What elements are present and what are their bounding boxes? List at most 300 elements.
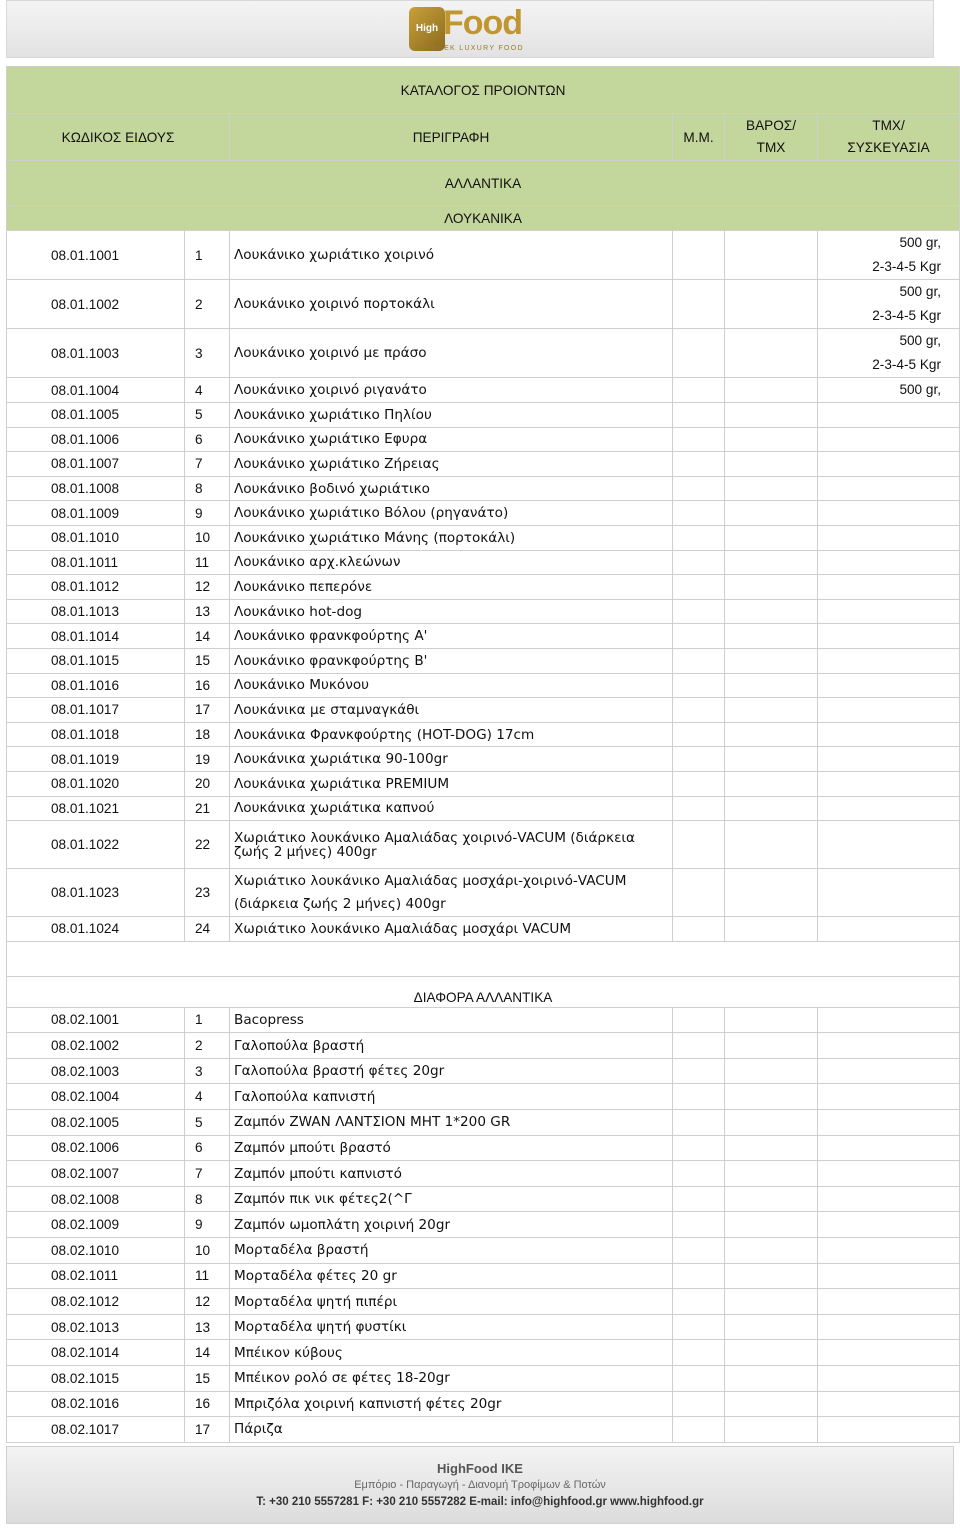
product-packaging — [818, 747, 960, 772]
product-description: Πάριζα — [230, 1417, 673, 1443]
category-title: ΑΛΛΑΝΤΙΚΑ — [7, 161, 960, 206]
product-weight — [725, 1238, 818, 1264]
product-number: 14 — [185, 1340, 230, 1366]
product-description: Λουκάνικο φρανκφούρτης Α' — [230, 624, 673, 649]
product-packaging — [818, 1007, 960, 1033]
product-number: 2 — [185, 1033, 230, 1059]
product-number: 15 — [185, 648, 230, 673]
product-description: Ζαμπόν ZWAN ΛΑΝΤΣΙΟΝ ΜΗΤ 1*200 GR — [230, 1110, 673, 1136]
product-description: Λουκάνικο χωριάτικο Βόλου (ρηγανάτο) — [230, 501, 673, 526]
product-number: 18 — [185, 722, 230, 747]
product-description: Λουκάνικο χωριάτικο Εφυρα — [230, 427, 673, 452]
product-weight — [725, 698, 818, 723]
product-packaging — [818, 648, 960, 673]
product-weight — [725, 575, 818, 600]
product-code: 08.02.1008 — [7, 1186, 185, 1212]
product-packaging — [818, 821, 960, 869]
product-number: 5 — [185, 403, 230, 428]
product-code: 08.01.1013 — [7, 599, 185, 624]
product-description: Bacopress — [230, 1007, 673, 1033]
product-unit — [673, 378, 725, 403]
product-row — [7, 796, 960, 821]
product-row — [7, 821, 960, 869]
product-number: 11 — [185, 1263, 230, 1289]
product-code: 08.01.1021 — [7, 796, 185, 821]
product-unit — [673, 280, 725, 329]
product-unit — [673, 1417, 725, 1443]
product-number: 22 — [185, 821, 230, 869]
product-weight — [725, 917, 818, 942]
product-weight — [725, 1058, 818, 1084]
logo-badge: High — [409, 7, 445, 51]
product-number: 3 — [185, 329, 230, 378]
product-description: Χωριάτικο λουκάνικο Αμαλιάδας χοιρινό-VACUM (διάρκεια ζωής 2 μήνες) 400gr — [230, 821, 673, 869]
product-number: 11 — [185, 550, 230, 575]
product-row — [7, 1366, 960, 1392]
product-weight — [725, 771, 818, 796]
product-number: 7 — [185, 452, 230, 477]
product-number: 13 — [185, 1314, 230, 1340]
product-unit — [673, 1238, 725, 1264]
product-unit — [673, 1007, 725, 1033]
product-code: 08.01.1003 — [7, 329, 185, 378]
product-code: 08.01.1008 — [7, 476, 185, 501]
product-packaging — [818, 280, 960, 329]
product-unit — [673, 722, 725, 747]
product-weight — [725, 329, 818, 378]
footer-contact: T: +30 210 5557281 F: +30 210 5557282 E-mail: info@highfood.gr www.highfood.gr — [256, 1496, 704, 1508]
product-weight — [725, 1161, 818, 1187]
product-packaging — [818, 1289, 960, 1315]
product-row — [7, 1417, 960, 1443]
product-description: Μπέικον κύβους — [230, 1340, 673, 1366]
product-description: Λουκάνικα χωριάτικα 90-100gr — [230, 747, 673, 772]
product-row — [7, 280, 960, 329]
product-unit — [673, 501, 725, 526]
product-number: 16 — [185, 1391, 230, 1417]
product-packaging — [818, 673, 960, 698]
product-code: 08.01.1002 — [7, 280, 185, 329]
product-row — [7, 648, 960, 673]
product-number: 13 — [185, 599, 230, 624]
product-code: 08.01.1009 — [7, 501, 185, 526]
product-description: Λουκάνικο Μυκόνου — [230, 673, 673, 698]
product-description: Λουκάνικα χωριάτικα καπνού — [230, 796, 673, 821]
product-packaging — [818, 231, 960, 280]
highfood-logo — [409, 4, 549, 53]
product-number: 24 — [185, 917, 230, 942]
product-weight — [725, 1084, 818, 1110]
product-packaging — [818, 917, 960, 942]
product-row — [7, 427, 960, 452]
product-code: 08.02.1005 — [7, 1110, 185, 1136]
packaging-line2: 2-3-4-5 Kgr — [872, 259, 942, 274]
product-number: 7 — [185, 1161, 230, 1187]
product-packaging — [818, 427, 960, 452]
section-header-row — [7, 206, 960, 231]
product-code: 08.02.1011 — [7, 1263, 185, 1289]
packaging-line2: 2-3-4-5 Kgr — [872, 308, 942, 323]
product-code: 08.02.1006 — [7, 1135, 185, 1161]
product-number: 10 — [185, 525, 230, 550]
product-description: Λουκάνικο χοιρινό πορτοκάλι — [230, 280, 673, 329]
product-packaging — [818, 550, 960, 575]
product-weight — [725, 599, 818, 624]
product-number: 6 — [185, 427, 230, 452]
product-number: 9 — [185, 501, 230, 526]
product-code: 08.01.1022 — [7, 821, 185, 869]
product-unit — [673, 869, 725, 917]
product-code: 08.02.1017 — [7, 1417, 185, 1443]
product-packaging — [818, 1058, 960, 1084]
product-code: 08.01.1014 — [7, 624, 185, 649]
product-packaging — [818, 1263, 960, 1289]
product-description: Λουκάνικο χωριάτικο χοιρινό — [230, 231, 673, 280]
product-row — [7, 550, 960, 575]
product-number: 6 — [185, 1135, 230, 1161]
product-weight — [725, 427, 818, 452]
product-catalog-table — [6, 66, 960, 1443]
product-code: 08.02.1014 — [7, 1340, 185, 1366]
product-unit — [673, 796, 725, 821]
product-description: Ζαμπόν μπούτι καπνιστό — [230, 1161, 673, 1187]
product-description: Χωριάτικο λουκάνικο Αμαλιάδας μοσχάρι VACUM — [230, 917, 673, 942]
product-row — [7, 1058, 960, 1084]
product-weight — [725, 1007, 818, 1033]
product-description: Λουκάνικο χοιρινό ριγανάτο — [230, 378, 673, 403]
product-row — [7, 747, 960, 772]
product-code: 08.01.1010 — [7, 525, 185, 550]
product-unit — [673, 452, 725, 477]
product-packaging — [818, 624, 960, 649]
product-unit — [673, 1391, 725, 1417]
product-row — [7, 231, 960, 280]
product-number: 9 — [185, 1212, 230, 1238]
product-code: 08.01.1007 — [7, 452, 185, 477]
section-title: ΔΙΑΦΟΡΑ ΑΛΛΑΝΤΙΚΑ — [7, 976, 960, 1007]
product-description: Χωριάτικο λουκάνικο Αμαλιάδας μοσχάρι-χοιρινό-VACUM (διάρκεια ζωής 2 μήνες) 400gr — [230, 869, 673, 917]
product-packaging — [818, 1212, 960, 1238]
product-packaging — [818, 1366, 960, 1392]
product-unit — [673, 648, 725, 673]
product-code: 08.02.1016 — [7, 1391, 185, 1417]
product-code: 08.01.1011 — [7, 550, 185, 575]
product-packaging — [818, 1135, 960, 1161]
product-packaging — [818, 452, 960, 477]
footer-company: HighFood IKE — [437, 1461, 523, 1476]
product-code: 08.02.1012 — [7, 1289, 185, 1315]
product-unit — [673, 747, 725, 772]
product-packaging — [818, 1161, 960, 1187]
product-packaging — [818, 1314, 960, 1340]
col-header-code: ΚΩΔΙΚΟΣ ΕΙΔΟΥΣ — [7, 114, 230, 161]
product-row — [7, 1212, 960, 1238]
product-row — [7, 1110, 960, 1136]
product-description: Γαλοπούλα καπνιστή — [230, 1084, 673, 1110]
product-code: 08.01.1023 — [7, 869, 185, 917]
product-row — [7, 599, 960, 624]
product-unit — [673, 1135, 725, 1161]
product-weight — [725, 1263, 818, 1289]
col-header-description: ΠΕΡΙΓΡΑΦΗ — [230, 114, 673, 161]
product-description: Λουκάνικα χωριάτικα PREMIUM — [230, 771, 673, 796]
col-header-pack — [818, 114, 960, 161]
product-unit — [673, 698, 725, 723]
section-spacer — [7, 941, 960, 976]
product-weight — [725, 280, 818, 329]
product-code: 08.02.1013 — [7, 1314, 185, 1340]
product-row — [7, 1033, 960, 1059]
product-number: 5 — [185, 1110, 230, 1136]
product-unit — [673, 329, 725, 378]
product-description: Λουκάνικο χωριάτικο Ζήρειας — [230, 452, 673, 477]
product-code: 08.01.1016 — [7, 673, 185, 698]
product-code: 08.02.1009 — [7, 1212, 185, 1238]
product-number: 12 — [185, 575, 230, 600]
product-row — [7, 1007, 960, 1033]
product-row — [7, 1135, 960, 1161]
product-code: 08.02.1003 — [7, 1058, 185, 1084]
product-code: 08.02.1015 — [7, 1366, 185, 1392]
product-number: 3 — [185, 1058, 230, 1084]
product-packaging — [818, 1340, 960, 1366]
product-row — [7, 403, 960, 428]
product-unit — [673, 1263, 725, 1289]
product-code: 08.02.1010 — [7, 1238, 185, 1264]
product-row — [7, 771, 960, 796]
product-code: 08.01.1006 — [7, 427, 185, 452]
product-row — [7, 624, 960, 649]
logo-banner — [6, 0, 934, 58]
product-unit — [673, 673, 725, 698]
product-packaging — [818, 403, 960, 428]
product-description: Γαλοπούλα βραστή — [230, 1033, 673, 1059]
product-number: 19 — [185, 747, 230, 772]
product-packaging — [818, 329, 960, 378]
product-number: 8 — [185, 1186, 230, 1212]
product-number: 23 — [185, 869, 230, 917]
company-footer — [6, 1446, 954, 1524]
product-weight — [725, 231, 818, 280]
product-code: 08.01.1015 — [7, 648, 185, 673]
col-header-weight-line2: ΤΜΧ — [756, 140, 786, 155]
product-description: Μορταδέλα ψητή πιπέρι — [230, 1289, 673, 1315]
product-number: 15 — [185, 1366, 230, 1392]
packaging-line1: 500 gr, — [899, 235, 942, 250]
product-description: Μορταδέλα ψητή φυστίκι — [230, 1314, 673, 1340]
product-number: 1 — [185, 231, 230, 280]
product-packaging — [818, 722, 960, 747]
product-weight — [725, 821, 818, 869]
product-description: Λουκάνικο πεπερόνε — [230, 575, 673, 600]
product-weight — [725, 378, 818, 403]
product-unit — [673, 575, 725, 600]
product-packaging — [818, 796, 960, 821]
product-weight — [725, 1340, 818, 1366]
product-unit — [673, 1110, 725, 1136]
product-unit — [673, 771, 725, 796]
product-weight — [725, 452, 818, 477]
product-unit — [673, 1058, 725, 1084]
product-description: Λουκάνικο χωριάτικο Πηλίου — [230, 403, 673, 428]
product-weight — [725, 1417, 818, 1443]
packaging-line1: 500 gr, — [899, 382, 942, 397]
product-weight — [725, 476, 818, 501]
product-description: Λουκάνικο hot-dog — [230, 599, 673, 624]
product-row — [7, 1084, 960, 1110]
product-code: 08.01.1018 — [7, 722, 185, 747]
section-header-row — [7, 976, 960, 1007]
product-code: 08.02.1001 — [7, 1007, 185, 1033]
product-row — [7, 329, 960, 378]
product-code: 08.01.1020 — [7, 771, 185, 796]
product-weight — [725, 403, 818, 428]
product-row — [7, 525, 960, 550]
category-row — [7, 161, 960, 206]
product-weight — [725, 747, 818, 772]
product-row — [7, 673, 960, 698]
product-unit — [673, 427, 725, 452]
product-number: 17 — [185, 1417, 230, 1443]
product-description: Ζαμπόν πικ νικ φέτες2(^Γ — [230, 1186, 673, 1212]
product-packaging — [818, 1186, 960, 1212]
col-header-pack-line1: ΤΜΧ/ — [872, 118, 905, 133]
product-row — [7, 501, 960, 526]
product-row — [7, 476, 960, 501]
col-header-unit: Μ.Μ. — [673, 114, 725, 161]
product-code: 08.01.1001 — [7, 231, 185, 280]
product-unit — [673, 476, 725, 501]
product-description: Μπριζόλα χοιρινή καπνιστή φέτες 20gr — [230, 1391, 673, 1417]
column-header-row — [7, 114, 960, 161]
product-row — [7, 722, 960, 747]
product-packaging — [818, 501, 960, 526]
product-row — [7, 452, 960, 477]
product-row — [7, 1263, 960, 1289]
product-unit — [673, 599, 725, 624]
col-header-pack-line2: ΣΥΣΚΕΥΑΣΙΑ — [847, 140, 930, 155]
product-row — [7, 1289, 960, 1315]
product-code: 08.01.1019 — [7, 747, 185, 772]
product-number: 10 — [185, 1238, 230, 1264]
product-packaging — [818, 599, 960, 624]
product-weight — [725, 648, 818, 673]
product-code: 08.02.1002 — [7, 1033, 185, 1059]
product-weight — [725, 624, 818, 649]
product-code: 08.02.1007 — [7, 1161, 185, 1187]
product-weight — [725, 1314, 818, 1340]
product-code: 08.01.1024 — [7, 917, 185, 942]
footer-tagline: Εμπόριο - Παραγωγή - Διανομή Τροφίμων & Ποτών — [354, 1479, 606, 1491]
product-packaging — [818, 698, 960, 723]
product-number: 4 — [185, 378, 230, 403]
product-row — [7, 869, 960, 917]
product-weight — [725, 673, 818, 698]
section-title: ΛΟΥΚΑΝΙΚΑ — [7, 206, 960, 231]
product-packaging — [818, 1110, 960, 1136]
product-description: Λουκάνικο αρχ.κλεώνων — [230, 550, 673, 575]
product-row — [7, 1161, 960, 1187]
product-packaging — [818, 869, 960, 917]
product-unit — [673, 525, 725, 550]
packaging-line1: 500 gr, — [899, 284, 942, 299]
product-unit — [673, 1186, 725, 1212]
product-row — [7, 575, 960, 600]
product-packaging — [818, 378, 960, 403]
product-code: 08.01.1004 — [7, 378, 185, 403]
product-packaging — [818, 1417, 960, 1443]
product-weight — [725, 796, 818, 821]
product-weight — [725, 1135, 818, 1161]
product-packaging — [818, 771, 960, 796]
col-header-weight — [725, 114, 818, 161]
product-unit — [673, 1289, 725, 1315]
catalog-title-row — [7, 67, 960, 114]
product-description: Μπέικον ρολό σε φέτες 18-20gr — [230, 1366, 673, 1392]
product-description: Ζαμπόν ωμοπλάτη χοιρινή 20gr — [230, 1212, 673, 1238]
product-number: 17 — [185, 698, 230, 723]
product-description: Λουκάνικο χωριάτικο Μάνης (πορτοκάλι) — [230, 525, 673, 550]
product-description: Λουκάνικο χοιρινό με πράσο — [230, 329, 673, 378]
product-unit — [673, 1033, 725, 1059]
product-number: 8 — [185, 476, 230, 501]
product-unit — [673, 1212, 725, 1238]
product-weight — [725, 722, 818, 747]
product-description: Μορταδέλα φέτες 20 gr — [230, 1263, 673, 1289]
logo-wordmark: Food — [443, 4, 523, 42]
product-unit — [673, 231, 725, 280]
product-unit — [673, 1084, 725, 1110]
product-packaging — [818, 525, 960, 550]
product-unit — [673, 1314, 725, 1340]
product-code: 08.02.1004 — [7, 1084, 185, 1110]
product-weight — [725, 1289, 818, 1315]
product-packaging — [818, 1084, 960, 1110]
product-unit — [673, 1161, 725, 1187]
product-number: 16 — [185, 673, 230, 698]
product-unit — [673, 624, 725, 649]
product-number: 14 — [185, 624, 230, 649]
product-packaging — [818, 575, 960, 600]
packaging-line1: 500 gr, — [899, 333, 942, 348]
product-unit — [673, 1340, 725, 1366]
logo-tagline: GREEK LUXURY FOOD — [425, 45, 524, 52]
product-description: Λουκάνικα με σταμναγκάθι — [230, 698, 673, 723]
spacer-cell — [7, 941, 960, 976]
product-row — [7, 1238, 960, 1264]
product-packaging — [818, 1391, 960, 1417]
product-unit — [673, 403, 725, 428]
product-weight — [725, 1033, 818, 1059]
product-unit — [673, 917, 725, 942]
product-unit — [673, 550, 725, 575]
product-description: Λουκάνικα Φρανκφούρτης (HOT-DOG) 17cm — [230, 722, 673, 747]
product-code: 08.01.1005 — [7, 403, 185, 428]
product-number: 20 — [185, 771, 230, 796]
product-row — [7, 1314, 960, 1340]
product-row — [7, 698, 960, 723]
product-row — [7, 378, 960, 403]
product-weight — [725, 550, 818, 575]
product-description: Λουκάνικο φρανκφούρτης Β' — [230, 648, 673, 673]
product-row — [7, 917, 960, 942]
product-unit — [673, 1366, 725, 1392]
product-description: Μορταδέλα βραστή — [230, 1238, 673, 1264]
product-row — [7, 1391, 960, 1417]
product-description: Λουκάνικο βοδινό χωριάτικο — [230, 476, 673, 501]
product-packaging — [818, 1238, 960, 1264]
packaging-line2: 2-3-4-5 Kgr — [872, 357, 942, 372]
